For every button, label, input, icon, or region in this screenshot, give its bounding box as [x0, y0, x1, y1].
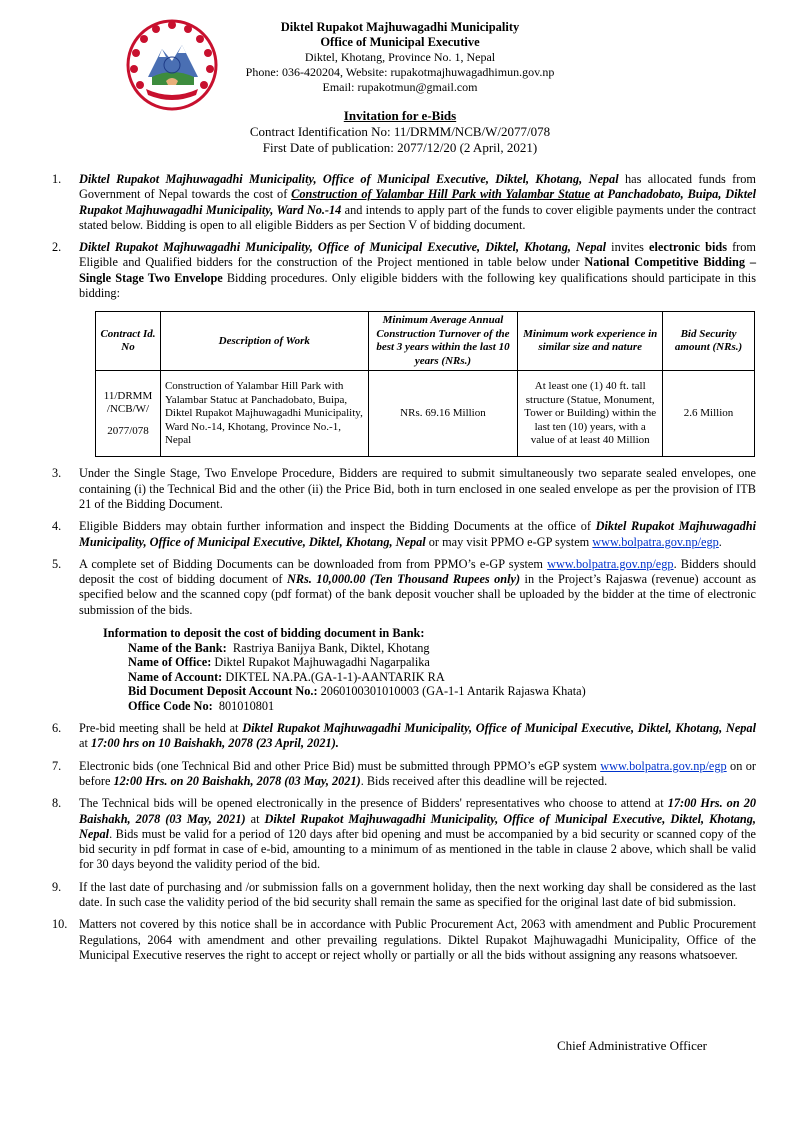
cell-line: 11/DRMM: [103, 389, 153, 402]
clause-text: Diktel Rupakot Majhuwagadhi Municipality, Office of Municipal Executive, Diktel, Khotang, Nepal: [79, 172, 619, 186]
field-value: 2060100301010003 (GA-1-1 Antarik Rajaswa Khata): [317, 684, 586, 699]
clause-text: .: [718, 534, 722, 549]
address: Diktel, Khotang, Province No. 1, Nepal: [304, 50, 496, 64]
notice-body: [0, 172, 800, 970]
clause-text: Diktel Rupakot Majhuwagadhi Municipality, Office of Municipal Executive, Diktel, Khotang, Nepal: [79, 240, 607, 255]
org-name: Diktel Rupakot Majhuwagadhi Municipality: [280, 20, 520, 34]
clause-text: . Bids received after this deadline will be rejected.: [360, 773, 608, 788]
clause-7: [0, 759, 800, 790]
experience-cell: At least one (1) 40 ft. tall structure (Statue, Monument, Tower or Building) within the last ten (10) years, with a value of at least 40 Million: [518, 371, 663, 457]
clause-text: . Bids must be valid for a period of 120 days after bid opening and must be accompanied by a bid security or scanned copy of the bid security in pdf format in case of e-bid, amounting to a minimum of as mentioned in the table in clause 2 above, which shall be valid for 30 days beyond the validity period of the bid.: [79, 826, 756, 872]
turnover-cell: NRs. 69.16 Million: [368, 371, 518, 457]
clause-number: 8.: [52, 796, 62, 811]
clause-4: [0, 519, 800, 550]
clause-text: Under the Single Stage, Two Envelope Procedure, Bidders are required to submit simultaneously two separate sealed envelopes, one containing (i) the Technical Bid and the other (ii) the Price Bid, both in turn enclosed in one sealed envelope as per the provision of ITB 21 of the Bidding Document.: [79, 466, 756, 511]
bank-info: [0, 626, 800, 713]
clause-text: at Panchadobato, Buipa, Diktel Rupakot Majhuwagadhi Municipality, Ward No.-14: [79, 187, 756, 217]
clause-text: . Bidders should deposit the cost of bidding document of: [79, 556, 756, 587]
column-header: Minimum Average Annual Construction Turnover of the best 3 years within the last 10 years (NRs.): [368, 312, 518, 371]
description-cell: Construction of Yalambar Hill Park with Yalambar Statuc at Panchadobato, Buipa, Diktel Rupakot Majhuwagadhi Municipality, Ward No.-14, Khotang, Province No.-1, Nepal: [160, 371, 368, 457]
egp-link[interactable]: www.bolpatra.gov.np/egp: [600, 758, 727, 773]
clause-number: 3.: [52, 466, 62, 481]
column-header: Description of Work: [160, 312, 368, 371]
account-name-row: [103, 670, 800, 685]
bank-info-heading: Information to deposit the cost of bidding document in Bank:: [103, 626, 425, 641]
notice-title: Invitation for e-Bids: [343, 108, 457, 123]
field-value: DIKTEL NA.PA.(GA-1-1)-AANTARIK RA: [222, 669, 445, 684]
clause-text: at: [245, 811, 265, 826]
clause-text: If the last date of purchasing and /or submission falls on a government holiday, then the next working day shall be considered as the last date. In such case the validity period of the bid security shall remain the same as specified for the original last date of bid submission.: [79, 879, 756, 910]
clause-number: 4.: [52, 519, 62, 534]
contract-id-cell: [96, 371, 161, 457]
qualification-table: [95, 311, 755, 457]
clause-number: 10.: [52, 917, 68, 932]
clause-text: Electronic bids (one Technical Bid and other Price Bid) must be submitted through PPMO’s eGP system: [79, 758, 601, 773]
deposit-account-row: [103, 684, 800, 699]
clause-text: on or before: [79, 758, 756, 788]
document-fee: NRs. 10,000.00 (Ten Thousand Rupees only): [286, 572, 521, 587]
submission-deadline: 12:00 Hrs. on 20 Baishakh, 2078 (03 May, 2021): [113, 773, 361, 788]
clause-6: [0, 721, 800, 752]
field-label: Bid Document Deposit Account No.:: [128, 684, 318, 699]
clause-1: [0, 172, 800, 233]
contact-info: Phone: 036-420204, Website: rupakotmajhuwagadhimun.gov.np: [245, 65, 555, 79]
egp-link[interactable]: www.bolpatra.gov.np/egp: [547, 556, 674, 571]
clause-text: Diktel Rupakot Majhuwagadhi Municipality, Office of Municipal Executive, Diktel, Khotang, Nepal: [79, 519, 756, 549]
field-label: Name of the Bank:: [128, 640, 227, 655]
clause-2: [0, 240, 800, 301]
clause-10: [0, 917, 800, 963]
clause-number: 5.: [52, 556, 62, 571]
bank-name-row: [103, 641, 800, 656]
clause-number: 2.: [52, 240, 62, 255]
clause-text: electronic bids: [649, 240, 727, 255]
clause-text: Bidding procedures. Only eligible bidders with the following key qualifications should participate in this bidding:: [79, 270, 757, 301]
prebid-meeting-date: 17:00 hrs on 10 Baishakh, 2078 (23 April, 2021).: [90, 736, 339, 751]
clause-text: A complete set of Bidding Documents can be downloaded from from PPMO’s e-GP system: [79, 556, 548, 571]
clause-5: [0, 557, 800, 618]
clause-8: [0, 796, 800, 872]
field-label: Name of Office:: [128, 655, 212, 670]
office-name: Office of Municipal Executive: [320, 35, 480, 49]
signature-title: Chief Administrative Officer: [557, 1038, 707, 1053]
clause-number: 1.: [52, 172, 62, 186]
first-publication: First Date of publication: 2077/12/20 (2 April, 2021): [262, 140, 538, 155]
clause-text: The Technical bids will be opened electronically in the presence of Bidders' representatives who choose to attend at: [79, 796, 668, 811]
letterhead: [230, 20, 570, 95]
notice-title-block: [0, 108, 800, 156]
clause-9: [0, 880, 800, 911]
office-name-row: [103, 655, 800, 670]
opening-date: 17:00 Hrs. on 20 Baishakh, 2078 (03 May, 2021): [79, 796, 756, 826]
table-row: [96, 371, 755, 457]
egp-link[interactable]: www.bolpatra.gov.np/egp: [592, 534, 719, 549]
clause-3: [0, 466, 800, 512]
clause-number: 9.: [52, 879, 62, 894]
clause-text: Diktel Rupakot Majhuwagadhi Municipality, Office of Municipal Executive, Diktel, Khotang, Nepal: [242, 721, 756, 736]
clause-text: and intends to apply part of the funds to cover eligible payments under the contract stated below. Bidding is open to all eligible Bidders as per Section V of bidding document.: [79, 202, 756, 232]
column-header: Bid Security amount (NRs.): [663, 312, 755, 371]
project-name: Construction of Yalambar Hill Park with Yalambar Statue: [291, 187, 591, 202]
office-code-row: [103, 699, 800, 714]
clause-text: has allocated funds from Government of Nepal towards the cost of: [79, 172, 756, 202]
clause-number: 6.: [52, 721, 62, 736]
clause-text: in the Project’s Rajaswa (revenue) account as specified below and the scanned copy (pdf format) of the bank deposit voucher shall be uploaded by the bidder at the time of electronic submission of the bids.: [79, 572, 756, 617]
clause-text: invites: [606, 240, 650, 255]
field-label: Office Code No:: [128, 698, 213, 713]
email: Email: rupakotmun@gmail.com: [322, 80, 478, 94]
cell-line: 2077/078: [107, 424, 149, 437]
clause-text: or may visit PPMO e-GP system: [425, 534, 593, 549]
contract-id: Contract Identification No: 11/DRMM/NCB/W/2077/078: [249, 124, 551, 139]
nepal-emblem-icon: [126, 19, 218, 111]
column-header: Contract Id. No: [96, 312, 161, 371]
field-value: 801010801: [212, 698, 275, 713]
clause-text: from Eligible and Qualified bidders for the construction of the Project mentioned in table below under: [79, 240, 756, 270]
clause-text: Diktel Rupakot Majhuwagadhi Municipality, Office of Municipal Executive, Diktel, Khotang, Nepal: [79, 811, 756, 841]
field-value: Rastriya Banijya Bank, Diktel, Khotang: [226, 640, 430, 655]
clause-text: Matters not covered by this notice shall be in accordance with Public Procurement Act, 2063 with amendment and Public Procurement Regulations, 2064 with amendment and other prevailing regulations. Diktel Rupakot Majhuwagadhi Municipality, Office of the Municipal Executive reserves the right to accept or reject wholly or partially or all the bids without assigning any reasons whatsoever.: [79, 917, 756, 962]
column-header: Minimum work experience in similar size and nature: [518, 312, 663, 371]
clause-text: Eligible Bidders may obtain further information and inspect the Bidding Documents at the office of: [79, 519, 596, 534]
cell-line: /NCB/W/: [106, 403, 150, 416]
field-value: Diktel Rupakot Majhuwagadhi Nagarpalika: [211, 655, 430, 670]
clause-text: at: [79, 736, 91, 751]
field-label: Name of Account:: [128, 669, 223, 684]
clause-text: National Competitive Bidding – Single Stage Two Envelope: [79, 255, 756, 285]
clause-number: 7.: [52, 758, 62, 773]
table-header-row: [96, 312, 755, 371]
security-cell: 2.6 Million: [663, 371, 755, 457]
clause-text: Pre-bid meeting shall be held at: [79, 721, 243, 736]
